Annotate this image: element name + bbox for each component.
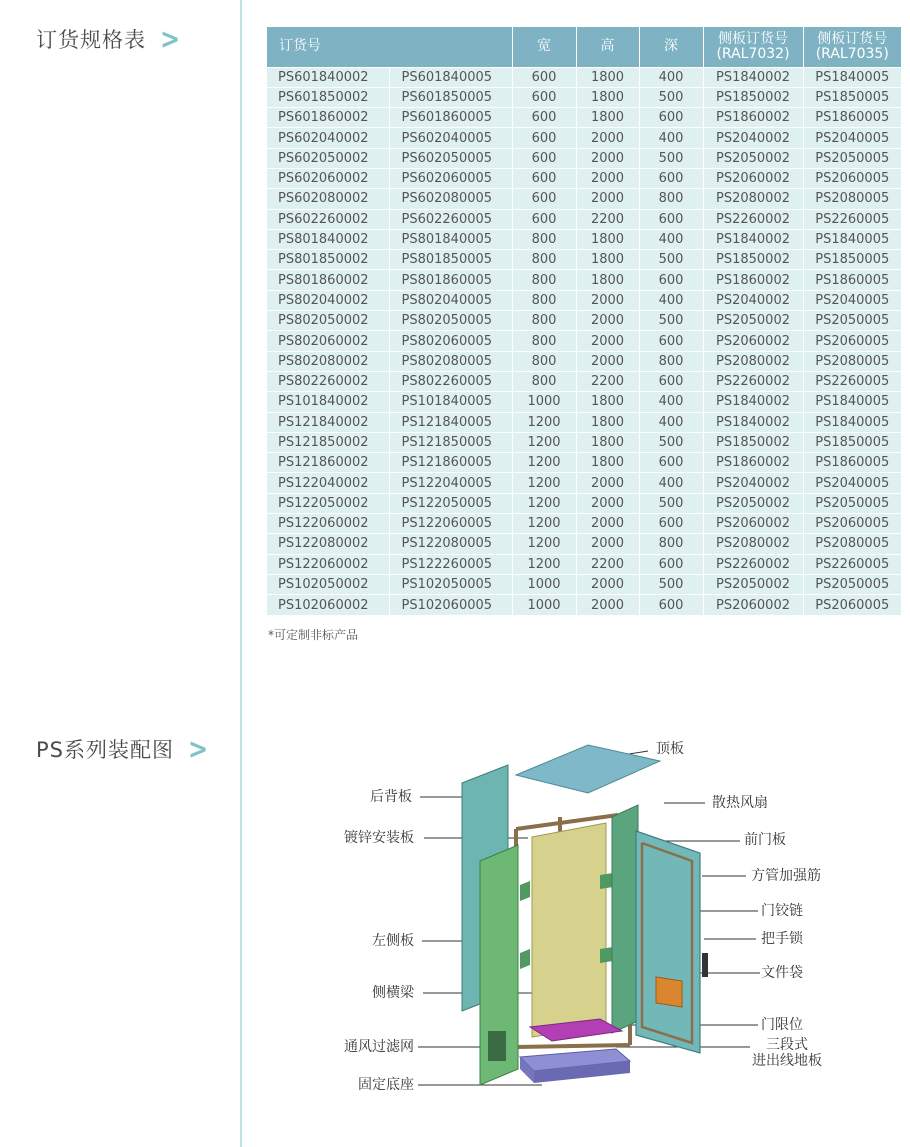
handle-lock-shape xyxy=(702,953,708,977)
table-cell: PS101840005 xyxy=(389,392,512,412)
table-cell: 800 xyxy=(512,250,576,270)
table-cell: 1800 xyxy=(576,270,639,290)
table-cell: 500 xyxy=(639,87,703,107)
table-cell: PS122060002 xyxy=(267,554,389,574)
table-cell: 2200 xyxy=(576,554,639,574)
table-cell: PS2040005 xyxy=(803,473,901,493)
label-door-stop: 门限位 xyxy=(761,1017,803,1033)
table-row xyxy=(267,595,901,615)
table-cell: 2000 xyxy=(576,534,639,554)
table-cell: 500 xyxy=(639,148,703,168)
table-cell: PS1840002 xyxy=(703,67,803,87)
table-cell: 2000 xyxy=(576,148,639,168)
label-document-pocket: 文件袋 xyxy=(761,965,803,981)
table-cell: PS601850005 xyxy=(389,87,512,107)
table-cell: 2000 xyxy=(576,311,639,331)
label-handle-lock: 把手锁 xyxy=(761,931,803,947)
table-cell: 600 xyxy=(639,595,703,615)
table-row xyxy=(267,412,901,432)
table-cell: PS802260002 xyxy=(267,371,389,391)
table-cell: PS2080002 xyxy=(703,534,803,554)
table-cell: 1200 xyxy=(512,412,576,432)
table-cell: PS2050005 xyxy=(803,574,901,594)
table-cell: 2000 xyxy=(576,351,639,371)
table-cell: PS602060005 xyxy=(389,168,512,188)
table-cell: PS2050002 xyxy=(703,493,803,513)
chevron-right-icon: > xyxy=(160,22,182,56)
table-cell: PS2080005 xyxy=(803,351,901,371)
table-cell: PS802060005 xyxy=(389,331,512,351)
header-height: 高 xyxy=(576,27,639,67)
table-cell: PS121850005 xyxy=(389,432,512,452)
table-cell: 1200 xyxy=(512,432,576,452)
table-cell: PS2260002 xyxy=(703,554,803,574)
table-row xyxy=(267,87,901,107)
table-cell: PS2040005 xyxy=(803,290,901,310)
table-row xyxy=(267,514,901,534)
table-cell: PS2060005 xyxy=(803,595,901,615)
label-fan: 散热风扇 xyxy=(712,795,768,811)
table-cell: 2000 xyxy=(576,168,639,188)
table-cell: 600 xyxy=(639,371,703,391)
table-cell: PS121860005 xyxy=(389,453,512,473)
table-cell: PS1860002 xyxy=(703,453,803,473)
table-cell: 1200 xyxy=(512,514,576,534)
table-cell: PS121860002 xyxy=(267,453,389,473)
table-cell: 500 xyxy=(639,432,703,452)
section-divider-line xyxy=(240,0,242,1147)
table-cell: PS121840005 xyxy=(389,412,512,432)
table-cell: PS122040002 xyxy=(267,473,389,493)
table-cell: PS122260005 xyxy=(389,554,512,574)
table-cell: PS2060002 xyxy=(703,595,803,615)
table-cell: 1800 xyxy=(576,87,639,107)
table-cell: PS2060005 xyxy=(803,168,901,188)
table-row xyxy=(267,290,901,310)
table-cell: 2200 xyxy=(576,371,639,391)
label-base: 固定底座 xyxy=(358,1077,414,1093)
table-cell: PS2260002 xyxy=(703,371,803,391)
table-cell: 600 xyxy=(639,514,703,534)
table-cell: PS602050005 xyxy=(389,148,512,168)
table-cell: PS1860002 xyxy=(703,108,803,128)
label-hinge: 门铰链 xyxy=(761,903,803,919)
table-cell: PS801840005 xyxy=(389,229,512,249)
table-cell: 400 xyxy=(639,412,703,432)
table-row xyxy=(267,250,901,270)
table-cell: 2000 xyxy=(576,473,639,493)
table-cell: 1800 xyxy=(576,229,639,249)
table-cell: 400 xyxy=(639,229,703,249)
table-cell: PS1840005 xyxy=(803,412,901,432)
table-cell: PS1850005 xyxy=(803,432,901,452)
table-cell: PS1850005 xyxy=(803,87,901,107)
table-cell: 500 xyxy=(639,250,703,270)
spec-section-title xyxy=(36,24,181,54)
table-cell: 800 xyxy=(512,311,576,331)
header-side-ral7032: 侧板订货号 (RAL7032) xyxy=(703,27,803,67)
table-cell: 600 xyxy=(639,108,703,128)
table-cell: 600 xyxy=(639,270,703,290)
table-cell: 1000 xyxy=(512,574,576,594)
table-cell: 500 xyxy=(639,574,703,594)
table-cell: PS102060005 xyxy=(389,595,512,615)
table-cell: PS2060002 xyxy=(703,514,803,534)
table-cell: PS601840005 xyxy=(389,67,512,87)
chevron-right-icon: > xyxy=(188,732,210,766)
table-cell: 400 xyxy=(639,290,703,310)
table-cell: PS1850002 xyxy=(703,250,803,270)
header-order-no: 订货号 xyxy=(267,27,512,67)
table-cell: 800 xyxy=(512,371,576,391)
table-cell: PS2080002 xyxy=(703,351,803,371)
assembly-section-title xyxy=(36,734,209,764)
table-cell: PS802050002 xyxy=(267,311,389,331)
label-gland-plate: 三段式 进出线地板 xyxy=(752,1037,822,1069)
table-cell: PS1860005 xyxy=(803,453,901,473)
table-cell: 800 xyxy=(512,270,576,290)
table-cell: 2000 xyxy=(576,128,639,148)
table-cell: PS802080005 xyxy=(389,351,512,371)
table-cell: PS801850005 xyxy=(389,250,512,270)
table-cell: PS1840005 xyxy=(803,67,901,87)
table-body xyxy=(267,67,901,615)
table-cell: 600 xyxy=(639,554,703,574)
table-cell: PS122040005 xyxy=(389,473,512,493)
table-cell: PS2260005 xyxy=(803,371,901,391)
spec-table xyxy=(267,27,901,615)
table-cell: PS1840002 xyxy=(703,392,803,412)
table-row xyxy=(267,453,901,473)
table-cell: PS122080002 xyxy=(267,534,389,554)
table-row xyxy=(267,229,901,249)
table-cell: PS1850005 xyxy=(803,250,901,270)
header-depth: 深 xyxy=(639,27,703,67)
table-row xyxy=(267,473,901,493)
fan-panel-shape xyxy=(612,805,638,1033)
table-cell: PS121850002 xyxy=(267,432,389,452)
table-cell: 800 xyxy=(512,229,576,249)
table-cell: 1800 xyxy=(576,67,639,87)
table-cell: PS602040002 xyxy=(267,128,389,148)
table-row xyxy=(267,432,901,452)
table-row xyxy=(267,331,901,351)
table-cell: PS801860002 xyxy=(267,270,389,290)
table-cell: PS2050002 xyxy=(703,574,803,594)
table-cell: 1800 xyxy=(576,108,639,128)
table-cell: PS2040002 xyxy=(703,290,803,310)
table-cell: PS2260005 xyxy=(803,209,901,229)
table-cell: PS122080005 xyxy=(389,534,512,554)
table-cell: 1200 xyxy=(512,493,576,513)
table-cell: PS601860002 xyxy=(267,108,389,128)
table-row xyxy=(267,108,901,128)
label-rear-plate: 后背板 xyxy=(370,789,412,805)
table-cell: PS2050005 xyxy=(803,493,901,513)
assembly-section-title-text: PS系列装配图 xyxy=(36,738,174,762)
table-cell: PS802040005 xyxy=(389,290,512,310)
table-cell: 800 xyxy=(639,534,703,554)
front-door-shape xyxy=(636,831,700,1053)
table-cell: PS2080005 xyxy=(803,189,901,209)
table-cell: 600 xyxy=(639,331,703,351)
table-cell: 600 xyxy=(512,128,576,148)
table-cell: PS102060002 xyxy=(267,595,389,615)
table-cell: PS1840005 xyxy=(803,229,901,249)
table-cell: 400 xyxy=(639,128,703,148)
table-cell: PS2260002 xyxy=(703,209,803,229)
table-cell: PS2080002 xyxy=(703,189,803,209)
table-row xyxy=(267,128,901,148)
table-cell: PS2060002 xyxy=(703,331,803,351)
table-cell: PS2080005 xyxy=(803,534,901,554)
label-square-tube: 方管加强筋 xyxy=(751,868,821,884)
table-cell: 1800 xyxy=(576,432,639,452)
table-cell: 1800 xyxy=(576,392,639,412)
label-mounting-plate: 镀锌安装板 xyxy=(344,830,414,846)
table-cell: PS601860005 xyxy=(389,108,512,128)
table-cell: PS1840002 xyxy=(703,412,803,432)
table-row xyxy=(267,168,901,188)
table-cell: PS122060002 xyxy=(267,514,389,534)
table-cell: 800 xyxy=(639,351,703,371)
table-row xyxy=(267,493,901,513)
table-cell: 2000 xyxy=(576,290,639,310)
table-cell: 2000 xyxy=(576,595,639,615)
table-cell: 500 xyxy=(639,493,703,513)
table-cell: 1200 xyxy=(512,453,576,473)
table-cell: 1800 xyxy=(576,453,639,473)
table-cell: 2200 xyxy=(576,209,639,229)
table-cell: PS801840002 xyxy=(267,229,389,249)
label-top-plate: 顶板 xyxy=(656,741,684,757)
table-cell: PS602060002 xyxy=(267,168,389,188)
table-cell: PS122050002 xyxy=(267,493,389,513)
label-side-beam: 侧横梁 xyxy=(372,985,414,1001)
table-row xyxy=(267,351,901,371)
table-cell: 1200 xyxy=(512,473,576,493)
table-cell: 400 xyxy=(639,473,703,493)
table-cell: 800 xyxy=(512,331,576,351)
table-cell: PS122050005 xyxy=(389,493,512,513)
table-cell: PS802050005 xyxy=(389,311,512,331)
table-row xyxy=(267,148,901,168)
label-front-door: 前门板 xyxy=(744,832,786,848)
table-cell: 2000 xyxy=(576,514,639,534)
table-cell: PS802260005 xyxy=(389,371,512,391)
table-cell: PS801860005 xyxy=(389,270,512,290)
table-cell: PS102050002 xyxy=(267,574,389,594)
table-cell: PS602080005 xyxy=(389,189,512,209)
spec-section-title-text: 订货规格表 xyxy=(36,28,146,52)
table-cell: PS2060005 xyxy=(803,514,901,534)
table-cell: PS801850002 xyxy=(267,250,389,270)
table-cell: PS1850002 xyxy=(703,87,803,107)
table-cell: 800 xyxy=(512,351,576,371)
table-cell: PS602040005 xyxy=(389,128,512,148)
mounting-plate-shape xyxy=(532,823,606,1037)
table-cell: 600 xyxy=(512,209,576,229)
table-cell: PS2040002 xyxy=(703,128,803,148)
table-row xyxy=(267,392,901,412)
table-row xyxy=(267,574,901,594)
table-cell: 600 xyxy=(512,67,576,87)
table-cell: 2000 xyxy=(576,493,639,513)
table-cell: 600 xyxy=(512,189,576,209)
table-cell: 1200 xyxy=(512,534,576,554)
table-row xyxy=(267,311,901,331)
table-cell: PS2260005 xyxy=(803,554,901,574)
table-cell: PS101840002 xyxy=(267,392,389,412)
table-cell: 2000 xyxy=(576,189,639,209)
table-row xyxy=(267,189,901,209)
table-cell: 2000 xyxy=(576,574,639,594)
table-cell: PS1860002 xyxy=(703,270,803,290)
assembly-diagram xyxy=(330,735,850,1105)
table-cell: 600 xyxy=(512,168,576,188)
table-cell: PS1860005 xyxy=(803,108,901,128)
table-row xyxy=(267,209,901,229)
header-width: 宽 xyxy=(512,27,576,67)
table-cell: 600 xyxy=(639,168,703,188)
table-cell: PS602260005 xyxy=(389,209,512,229)
table-cell: 600 xyxy=(512,148,576,168)
table-cell: PS121840002 xyxy=(267,412,389,432)
table-cell: PS802080002 xyxy=(267,351,389,371)
table-row xyxy=(267,67,901,87)
table-cell: 2000 xyxy=(576,331,639,351)
table-cell: PS102050005 xyxy=(389,574,512,594)
table-cell: PS2040002 xyxy=(703,473,803,493)
table-row xyxy=(267,371,901,391)
table-cell: PS802060002 xyxy=(267,331,389,351)
table-cell: 400 xyxy=(639,392,703,412)
table-row xyxy=(267,554,901,574)
table-cell: 600 xyxy=(639,453,703,473)
table-cell: 600 xyxy=(512,87,576,107)
table-cell: 1800 xyxy=(576,412,639,432)
table-cell: PS2050005 xyxy=(803,311,901,331)
table-cell: 600 xyxy=(639,209,703,229)
table-cell: 800 xyxy=(639,189,703,209)
table-cell: PS1860005 xyxy=(803,270,901,290)
table-cell: PS2050005 xyxy=(803,148,901,168)
table-cell: PS602260002 xyxy=(267,209,389,229)
table-row xyxy=(267,270,901,290)
table-cell: PS2040005 xyxy=(803,128,901,148)
label-vent-filter: 通风过滤网 xyxy=(344,1039,414,1055)
table-cell: PS2050002 xyxy=(703,311,803,331)
table-cell: PS802040002 xyxy=(267,290,389,310)
table-cell: 600 xyxy=(512,108,576,128)
table-cell: PS122060005 xyxy=(389,514,512,534)
table-cell: PS2050002 xyxy=(703,148,803,168)
table-cell: PS602050002 xyxy=(267,148,389,168)
table-cell: 1000 xyxy=(512,392,576,412)
table-cell: 1000 xyxy=(512,595,576,615)
table-cell: 500 xyxy=(639,311,703,331)
custom-product-note: *可定制非标产品 xyxy=(268,628,359,642)
label-left-side: 左侧板 xyxy=(372,933,414,949)
table-cell: PS2060005 xyxy=(803,331,901,351)
table-row xyxy=(267,534,901,554)
header-side-ral7035: 侧板订货号 (RAL7035) xyxy=(803,27,901,67)
table-cell: 1800 xyxy=(576,250,639,270)
vent-filter-shape xyxy=(488,1031,506,1061)
table-cell: PS2060002 xyxy=(703,168,803,188)
table-cell: 800 xyxy=(512,290,576,310)
table-cell: PS601840002 xyxy=(267,67,389,87)
table-cell: PS1840005 xyxy=(803,392,901,412)
table-cell: 400 xyxy=(639,67,703,87)
table-cell: PS1840002 xyxy=(703,229,803,249)
table-header-row xyxy=(267,27,901,67)
table-cell: PS1850002 xyxy=(703,432,803,452)
table-cell: PS602080002 xyxy=(267,189,389,209)
table-cell: 1200 xyxy=(512,554,576,574)
document-pocket-shape xyxy=(656,977,682,1007)
table-cell: PS601850002 xyxy=(267,87,389,107)
